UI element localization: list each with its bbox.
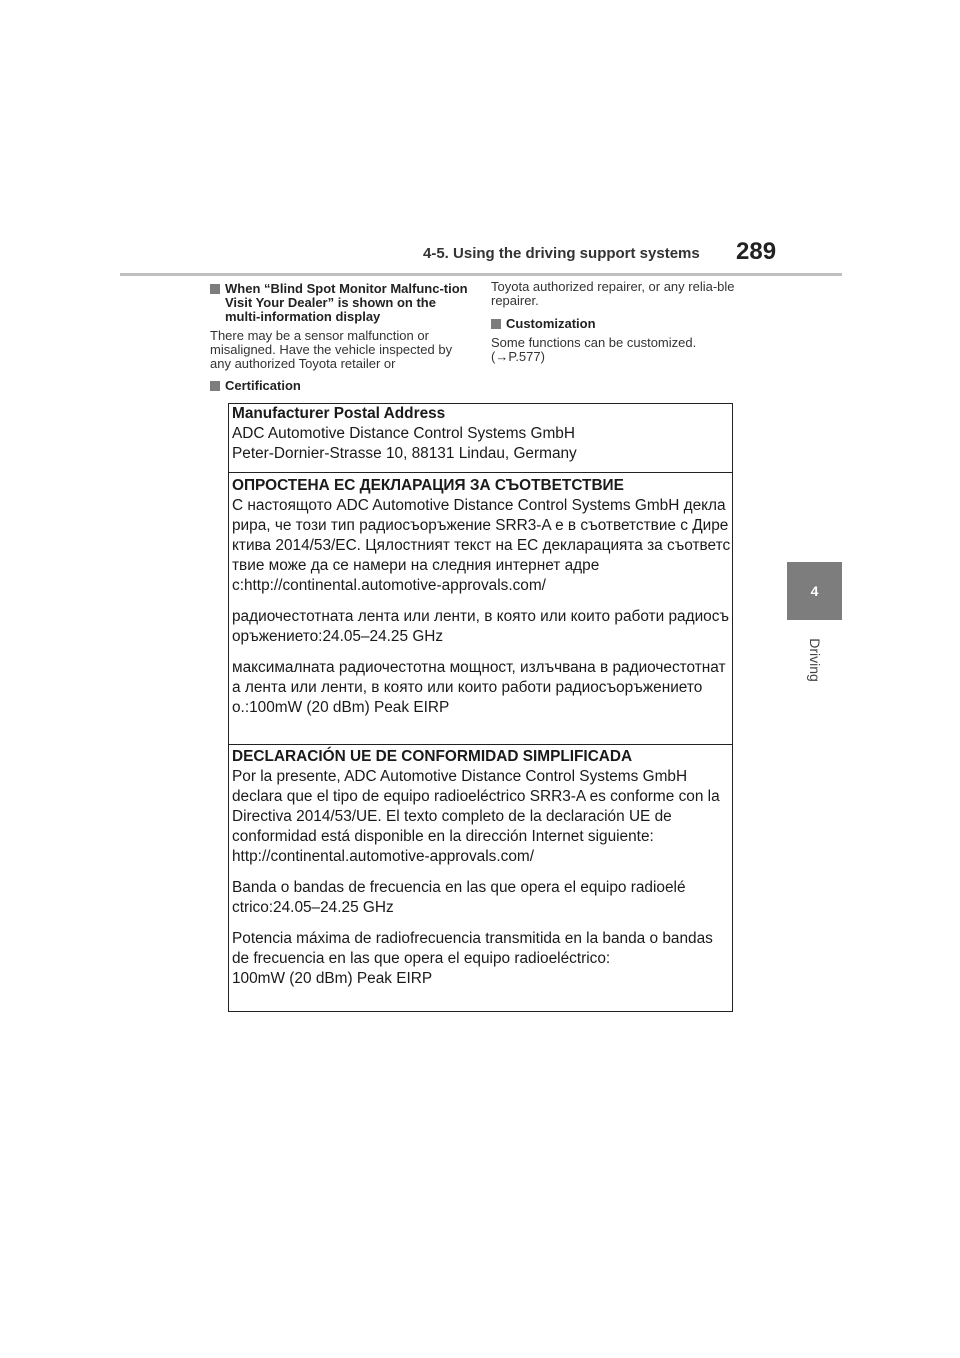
blind-spot-text: There may be a sensor malfunction or misaligned. Have the vehicle inspected by any authorized Toyota retailer or xyxy=(210,328,453,371)
header-divider xyxy=(120,273,842,276)
blind-spot-heading xyxy=(210,282,472,324)
bulgarian-text-line: радиочестотната лента или ленти, в която или които работи радиосъ xyxy=(232,608,730,625)
spanish-text-line: conformidad está disponible en la dirección Internet siguiente: xyxy=(232,828,654,845)
spanish-text-line: http://continental.automotive-approvals.com/ xyxy=(232,848,534,865)
paragraph-gap xyxy=(232,867,729,878)
spanish-text-line: de frecuencia en las que opera el equipo radioeléctrico: xyxy=(232,950,611,967)
bulgarian-text-line: c:http://continental.automotive-approvals.com/ xyxy=(232,577,546,594)
bulgarian-text-line: С настоящото ADC Automotive Distance Control Systems GmbH декла xyxy=(232,497,726,514)
square-bullet-icon xyxy=(210,381,220,391)
chapter-side-label-text: Driving xyxy=(806,638,823,682)
spanish-text-line: Directiva 2014/53/UE. El texto completo de la declaración UE de xyxy=(232,808,672,825)
square-bullet-icon xyxy=(210,284,220,294)
square-bullet-icon xyxy=(491,319,501,329)
certification-heading-text: Certification xyxy=(225,378,301,393)
customization-heading xyxy=(491,317,753,331)
left-column xyxy=(210,282,472,393)
spanish-text-line: ctrico:24.05–24.25 GHz xyxy=(232,899,394,916)
manufacturer-line: ADC Automotive Distance Control Systems GmbH xyxy=(232,425,575,442)
continued-text: Toyota authorized repairer, or any relia-ble repairer. xyxy=(491,279,735,308)
bulgarian-text-line: ктива 2014/53/ЕС. Цялостният текст на ЕС декларацията за съответс xyxy=(232,537,731,554)
chapter-tab[interactable] xyxy=(787,562,842,620)
manufacturer-cell xyxy=(229,404,732,473)
customization-text[interactable]: Some functions can be customized. (→P.577) xyxy=(491,335,697,364)
right-column xyxy=(491,279,753,364)
bulgarian-text-line: а лента или ленти, в която или които работи радиосъоръжението xyxy=(232,679,703,696)
page-number: 289 xyxy=(736,238,777,265)
manufacturer-heading: Manufacturer Postal Address xyxy=(232,405,446,422)
section-header-title: 4-5. Using the driving support systems xyxy=(423,245,700,262)
bulgarian-text-line: твие може да се намери на следния интернет адре xyxy=(232,557,600,574)
spanish-text-line: declara que el tipo de equipo radioeléctrico SRR3-A es conforme con la xyxy=(232,788,720,805)
bulgarian-text-line: рира, че този тип радиосъоръжение SRR3-A е в съответствие с Дире xyxy=(232,517,729,534)
spanish-text-line: 100mW (20 dBm) Peak EIRP xyxy=(232,970,433,987)
bulgarian-text-line: о.:100mW (20 dBm) Peak EIRP xyxy=(232,699,450,716)
bulgarian-text-line: оръжението:24.05–24.25 GHz xyxy=(232,628,444,645)
customization-heading-text: Customization xyxy=(506,316,596,331)
certification-box xyxy=(228,403,733,1012)
chapter-side-label xyxy=(787,630,842,690)
spanish-declaration-cell xyxy=(229,745,732,1011)
spanish-text-line: Banda o bandas de frecuencia en las que opera el equipo radioelé xyxy=(232,879,686,896)
bulgarian-heading: ОПРОСТЕНА ЕС ДЕКЛАРАЦИЯ ЗА СЪОТВЕТСТВИЕ xyxy=(232,477,624,494)
paragraph-gap xyxy=(232,647,729,658)
chapter-tab-number: 4 xyxy=(810,583,819,599)
spanish-text-line: Por la presente, ADC Automotive Distance Control Systems GmbH xyxy=(232,768,688,785)
spanish-heading: DECLARACIÓN UE DE CONFORMIDAD SIMPLIFICADA xyxy=(232,748,633,765)
certification-heading xyxy=(210,379,472,393)
spanish-text-line: Potencia máxima de radiofrecuencia transmitida en la banda o bandas xyxy=(232,930,713,947)
bulgarian-declaration-cell xyxy=(229,473,732,745)
manufacturer-line: Peter-Dornier-Strasse 10, 88131 Lindau, Germany xyxy=(232,445,577,462)
paragraph-gap xyxy=(232,596,729,607)
paragraph-gap xyxy=(232,918,729,929)
blind-spot-heading-text: When “Blind Spot Monitor Malfunc-tion Visit Your Dealer” is shown on the multi-information display xyxy=(225,281,468,324)
bulgarian-text-line: максималната радиочестотна мощност, излъчвана в радиочестотнат xyxy=(232,659,726,676)
